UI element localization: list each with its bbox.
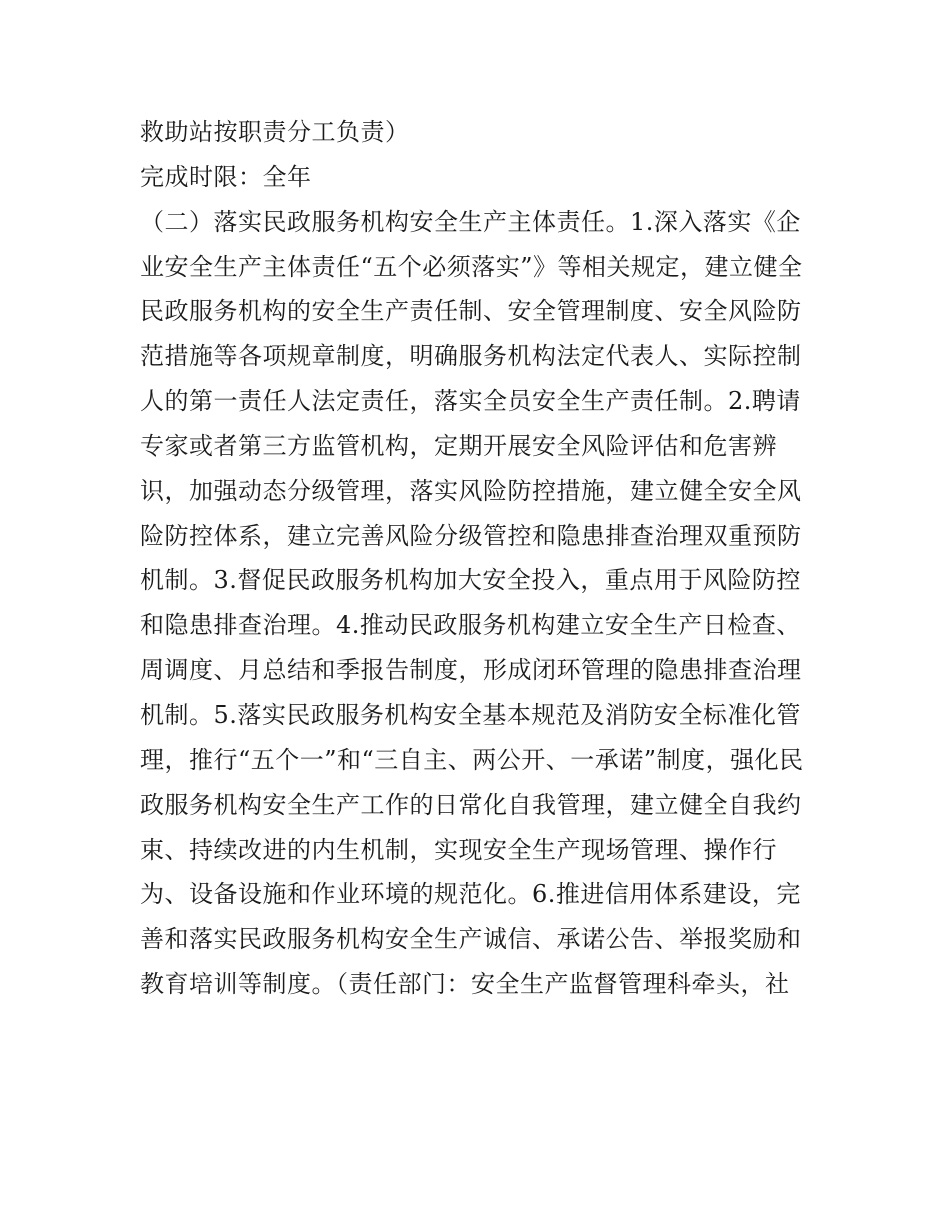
- text-line: 险防控体系，建立完善风险分级管控和隐患排查治理双重预防: [140, 521, 802, 550]
- text-line: 业安全生产主体责任“五个必须落实”》等相关规定，建立健全: [140, 252, 803, 281]
- text-line: 束、持续改进的内生机制，实现安全生产现场管理、操作行: [140, 835, 777, 864]
- text-line: 民政服务机构的安全生产责任制、安全管理制度、安全风险防: [140, 297, 802, 326]
- text-line: 机制。3.督促民政服务机构加大安全投入，重点用于风险防控: [140, 566, 801, 595]
- text-line: 完成时限：全年: [140, 162, 312, 191]
- text-line: 救助站按职责分工负责）: [140, 118, 410, 146]
- text-line: 教育培训等制度。（责任部门：安全生产监督管理科牵头，社: [140, 970, 790, 999]
- document-body: [140, 110, 820, 1007]
- text-line: 机制。5.落实民政服务机构安全基本规范及消防安全标准化管: [140, 700, 801, 729]
- text-line: （二）落实民政服务机构安全生产主体责任。1.深入落实《企: [140, 207, 801, 236]
- text-line: 人的第一责任人法定责任，落实全员安全生产责任制。2.聘请: [140, 387, 801, 416]
- text-line: 范措施等各项规章制度，明确服务机构法定代表人、实际控制: [140, 342, 802, 371]
- text-line: 识，加强动态分级管理，落实风险防控措施，建立健全安全风: [140, 476, 802, 505]
- text-line: 理，推行“五个一”和“三自主、两公开、一承诺”制度，强化民: [140, 745, 804, 774]
- text-line: 政服务机构安全生产工作的日常化自我管理，建立健全自我约: [140, 790, 802, 819]
- text-line: 专家或者第三方监管机构，定期开展安全风险评估和危害辨: [140, 431, 777, 460]
- text-line: 为、设备设施和作业环境的规范化。6.推进信用体系建设，完: [140, 880, 801, 909]
- text-line: 和隐患排查治理。4.推动民政服务机构建立安全生产日检查、: [140, 611, 801, 640]
- text-line: 善和落实民政服务机构安全生产诚信、承诺公告、举报奖励和: [140, 925, 802, 954]
- text-line: 周调度、月总结和季报告制度，形成闭环管理的隐患排查治理: [140, 656, 802, 685]
